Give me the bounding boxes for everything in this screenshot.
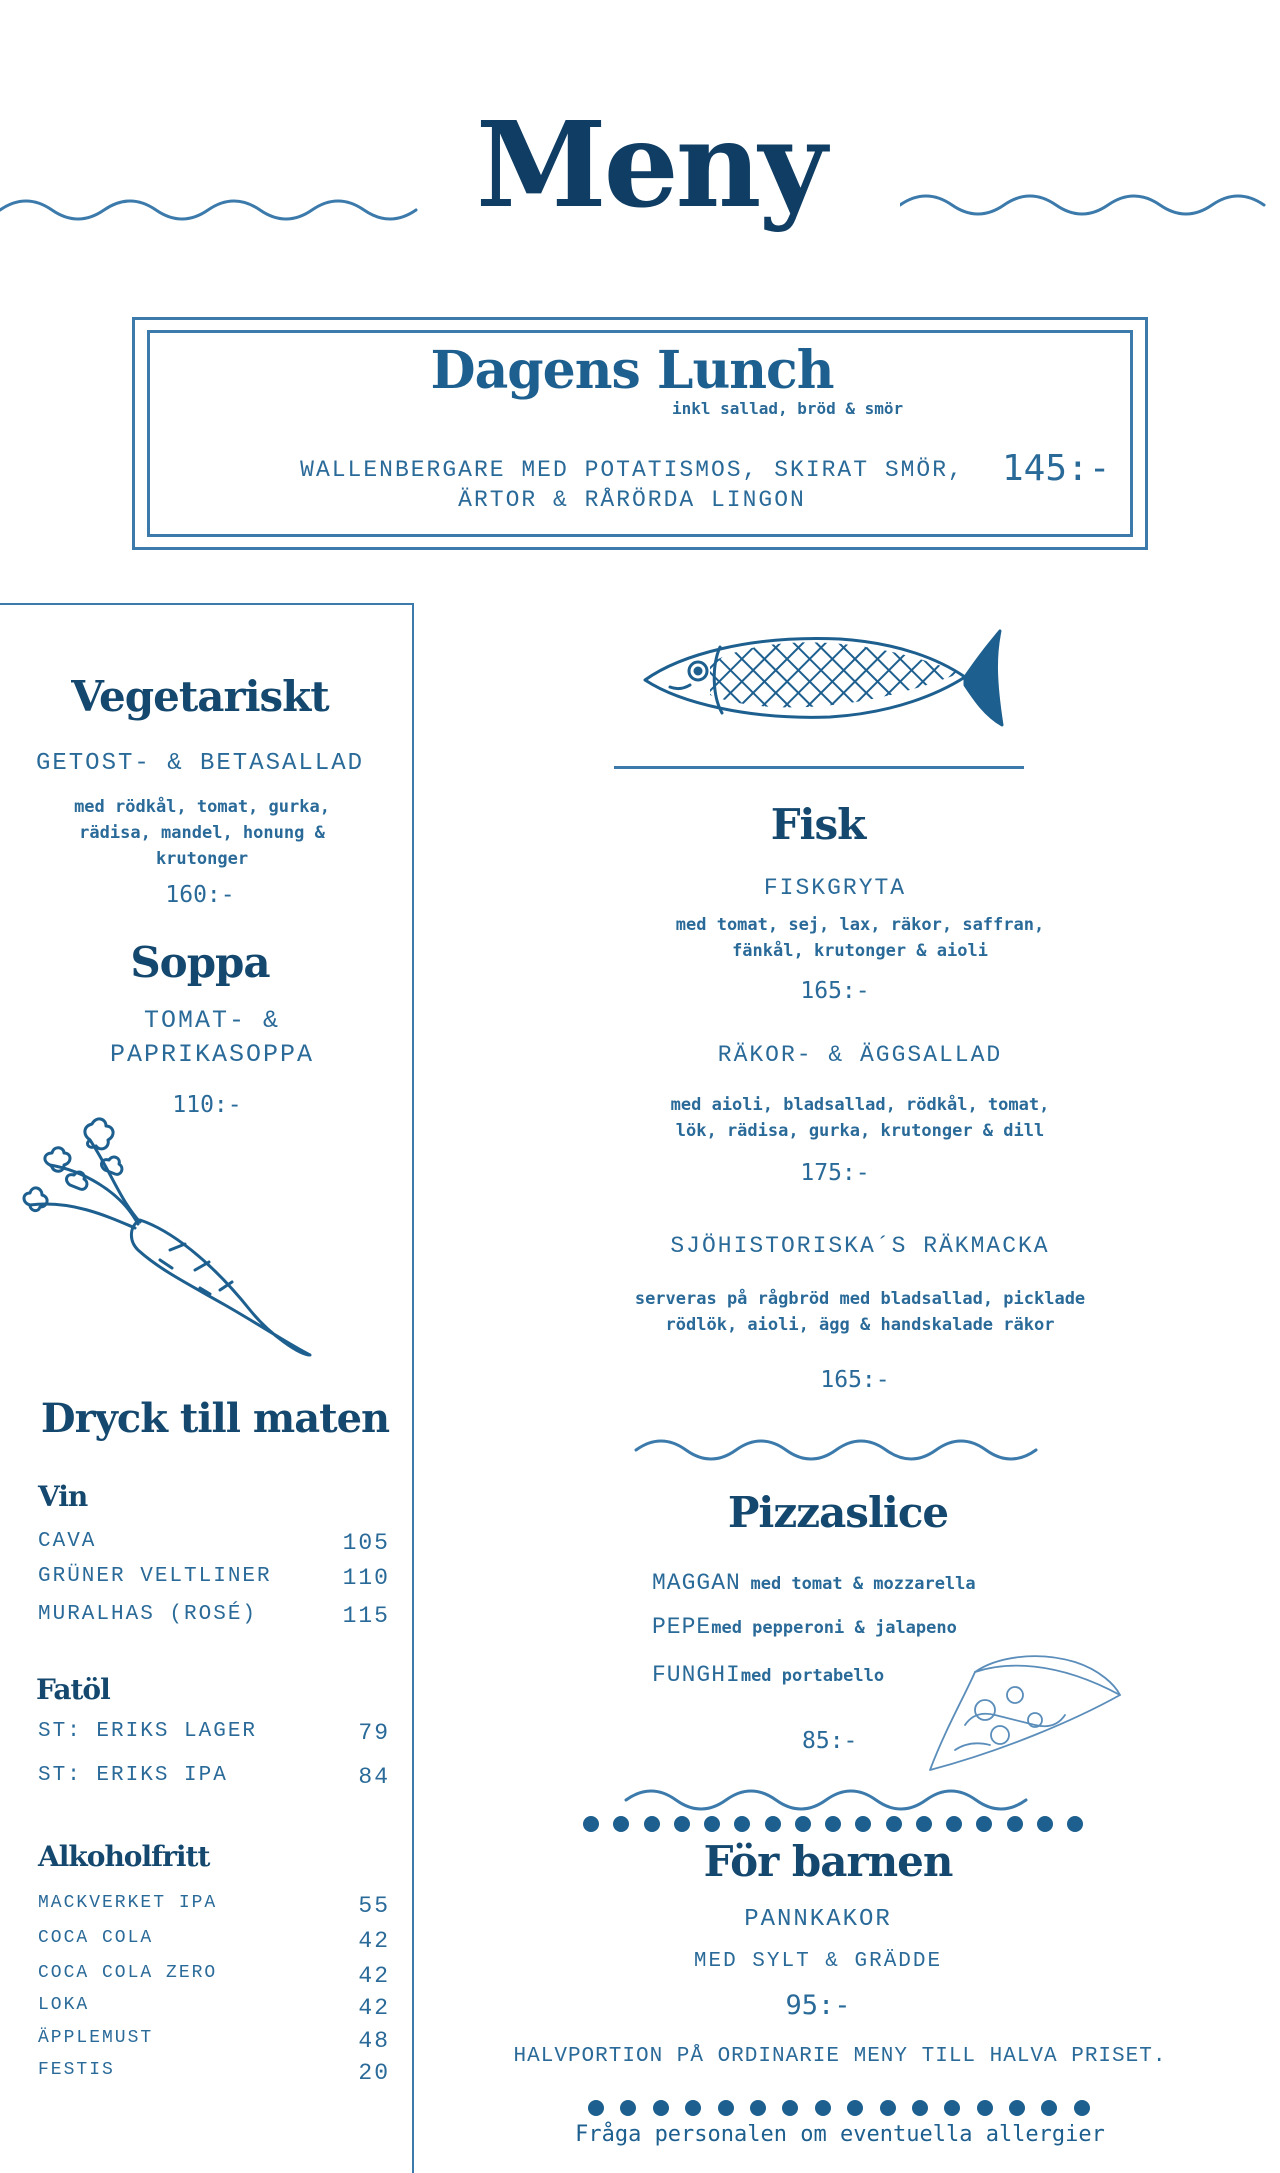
pizza-item-name: PEPE: [652, 1614, 712, 1640]
dot: [886, 1816, 902, 1832]
dot: [734, 1816, 750, 1832]
drink-price: 115: [342, 1603, 390, 1629]
dot: [653, 2100, 669, 2116]
vegetarian-description: [0, 794, 404, 872]
dot: [620, 2100, 636, 2116]
fish-item-1-description: [560, 912, 1160, 964]
soup-heading: Soppa: [130, 938, 270, 987]
pizza-heading: Pizzaslice: [727, 1488, 949, 1537]
vegetarian-price: 160:-: [165, 882, 235, 908]
fish-item-1-price: 165:-: [800, 978, 870, 1004]
dot: [1009, 2100, 1025, 2116]
dot: [912, 2100, 928, 2116]
dot: [1041, 2100, 1057, 2116]
wine-heading: Vin: [38, 1480, 88, 1513]
drink-price: 79: [358, 1720, 390, 1746]
fish-item-3-description: [520, 1286, 1200, 1338]
pizza-item-funghi: [652, 1662, 884, 1688]
drink-name: GRÜNER VELTLINER: [38, 1565, 272, 1588]
pizza-slice-illustration-icon: [925, 1650, 1125, 1775]
wave-decoration-lower: [620, 1780, 1040, 1820]
kids-note: HALVPORTION PÅ ORDINARIE MENY TILL HALVA PRISET.: [513, 2045, 1167, 2068]
wave-decoration-middle: [630, 1430, 1050, 1470]
soup-dish-line-1: TOMAT- &: [143, 1006, 281, 1035]
dot: [1037, 1816, 1053, 1832]
vegetarian-dish: GETOST- & BETASALLAD: [35, 750, 365, 777]
fish-item-2-desc-line-2: lök, rädisa, gurka, krutonger & dill: [675, 1121, 1045, 1141]
drink-name: ST: ERIKS LAGER: [38, 1720, 258, 1743]
dot: [674, 1816, 690, 1832]
lunch-dish-line-2: ÄRTOR & RÅRÖRDA LINGON: [458, 487, 806, 513]
dot-divider-top: [583, 1816, 1083, 1832]
dot: [685, 2100, 701, 2116]
kids-price: 95:-: [785, 1990, 851, 2021]
pizza-item-desc: med pepperoni & jalapeno: [711, 1618, 957, 1638]
dot: [1007, 1816, 1023, 1832]
nonalcoholic-heading: Alkoholfritt: [38, 1840, 210, 1873]
drink-name: ÄPPLEMUST: [38, 2028, 154, 2048]
dot: [880, 2100, 896, 2116]
pizza-item-name: FUNGHI: [652, 1662, 741, 1688]
kids-dish: PANNKAKOR: [744, 1906, 892, 1933]
dot: [704, 1816, 720, 1832]
drink-name: COCA COLA ZERO: [38, 1963, 218, 1983]
dot: [815, 2100, 831, 2116]
pizza-item-maggan: [652, 1570, 976, 1596]
pizza-price: 85:-: [802, 1728, 858, 1754]
wave-decoration-left: [0, 190, 420, 230]
soup-price: 110:-: [172, 1092, 242, 1118]
drink-price: 105: [342, 1530, 390, 1556]
dot: [944, 2100, 960, 2116]
drink-price: 42: [358, 1995, 390, 2021]
kids-heading: För barnen: [703, 1837, 953, 1886]
pizza-item-name: MAGGAN: [652, 1570, 741, 1596]
drink-price: 84: [358, 1764, 390, 1790]
fish-divider-line: [614, 766, 1024, 769]
fish-item-2-name: RÄKOR- & ÄGGSALLAD: [717, 1042, 1003, 1068]
pizza-item-pepe: [652, 1614, 957, 1640]
pizza-item-desc: med tomat & mozzarella: [750, 1574, 976, 1594]
fish-item-1-desc-line-1: med tomat, sej, lax, räkor, saffran,: [675, 915, 1045, 935]
dot: [795, 1816, 811, 1832]
dot: [765, 1816, 781, 1832]
drink-name: ST: ERIKS IPA: [38, 1764, 228, 1787]
beer-heading: Fatöl: [36, 1673, 110, 1706]
dot: [1067, 1816, 1083, 1832]
lunch-dish: [262, 455, 1002, 515]
page-title: Meny: [475, 95, 825, 234]
fish-item-3-price: 165:-: [820, 1367, 890, 1393]
dot: [855, 1816, 871, 1832]
drinks-heading: Dryck till maten: [40, 1395, 390, 1442]
dot: [750, 2100, 766, 2116]
drink-name: FESTIS: [38, 2060, 115, 2080]
dot-divider-bottom: [588, 2100, 1090, 2116]
kids-description: MED SYLT & GRÄDDE: [693, 1950, 943, 1973]
drink-name: MURALHAS (ROSÉ): [38, 1603, 258, 1626]
vegetarian-desc-line-2: rädisa, mandel, honung &: [79, 823, 325, 843]
vegetarian-heading: Vegetariskt: [71, 672, 329, 721]
dot: [977, 2100, 993, 2116]
dot: [976, 1816, 992, 1832]
fish-heading: Fisk: [770, 800, 866, 849]
dot: [718, 2100, 734, 2116]
fish-item-3-desc-line-2: rödlök, aioli, ägg & handskalade räkor: [665, 1315, 1055, 1335]
dot: [782, 2100, 798, 2116]
drink-price: 48: [358, 2028, 390, 2054]
dot: [916, 1816, 932, 1832]
fish-item-1-desc-line-2: fänkål, krutonger & aioli: [732, 941, 988, 961]
fish-illustration-icon: [640, 625, 1010, 735]
fish-item-2-desc-line-1: med aioli, bladsallad, rödkål, tomat,: [670, 1095, 1050, 1115]
allergy-footer: Fråga personalen om eventuella allergier: [575, 2122, 1105, 2147]
fish-item-2-description: [560, 1092, 1160, 1144]
dot: [946, 1816, 962, 1832]
vegetarian-desc-line-1: med rödkål, tomat, gurka,: [74, 797, 330, 817]
drink-name: MACKVERKET IPA: [38, 1893, 218, 1913]
dot: [613, 1816, 629, 1832]
vegetarian-desc-line-3: krutonger: [155, 849, 249, 869]
dot: [583, 1816, 599, 1832]
drink-price: 42: [358, 1928, 390, 1954]
drink-price: 20: [358, 2060, 390, 2086]
drink-name: LOKA: [38, 1995, 90, 2015]
drink-price: 110: [342, 1565, 390, 1591]
drink-name: CAVA: [38, 1530, 97, 1553]
lunch-price: 145:-: [1002, 448, 1111, 489]
pizza-item-desc: med portabello: [740, 1666, 885, 1686]
lunch-dish-line-1: WALLENBERGARE MED POTATISMOS, SKIRAT SMÖR,: [300, 457, 964, 483]
fish-item-2-price: 175:-: [800, 1160, 870, 1186]
wave-decoration-right: [900, 185, 1280, 225]
dot: [588, 2100, 604, 2116]
lunch-subtitle: inkl sallad, bröd & smör: [672, 399, 904, 418]
carrot-illustration-icon: [10, 1110, 320, 1360]
drink-price: 55: [358, 1893, 390, 1919]
drink-price: 42: [358, 1963, 390, 1989]
drink-name: COCA COLA: [38, 1928, 154, 1948]
dot: [825, 1816, 841, 1832]
fish-item-3-desc-line-1: serveras på rågbröd med bladsallad, picklade: [634, 1289, 1086, 1309]
lunch-title: Dagens Lunch: [430, 340, 834, 401]
fish-item-1-name: FISKGRYTA: [763, 875, 907, 901]
soup-dish: [0, 1004, 424, 1072]
soup-dish-line-2: PAPRIKASOPPA: [109, 1040, 315, 1069]
dot: [644, 1816, 660, 1832]
dot: [1074, 2100, 1090, 2116]
dot: [847, 2100, 863, 2116]
fish-item-3-name: SJÖHISTORISKA´S RÄKMACKA: [670, 1233, 1050, 1259]
